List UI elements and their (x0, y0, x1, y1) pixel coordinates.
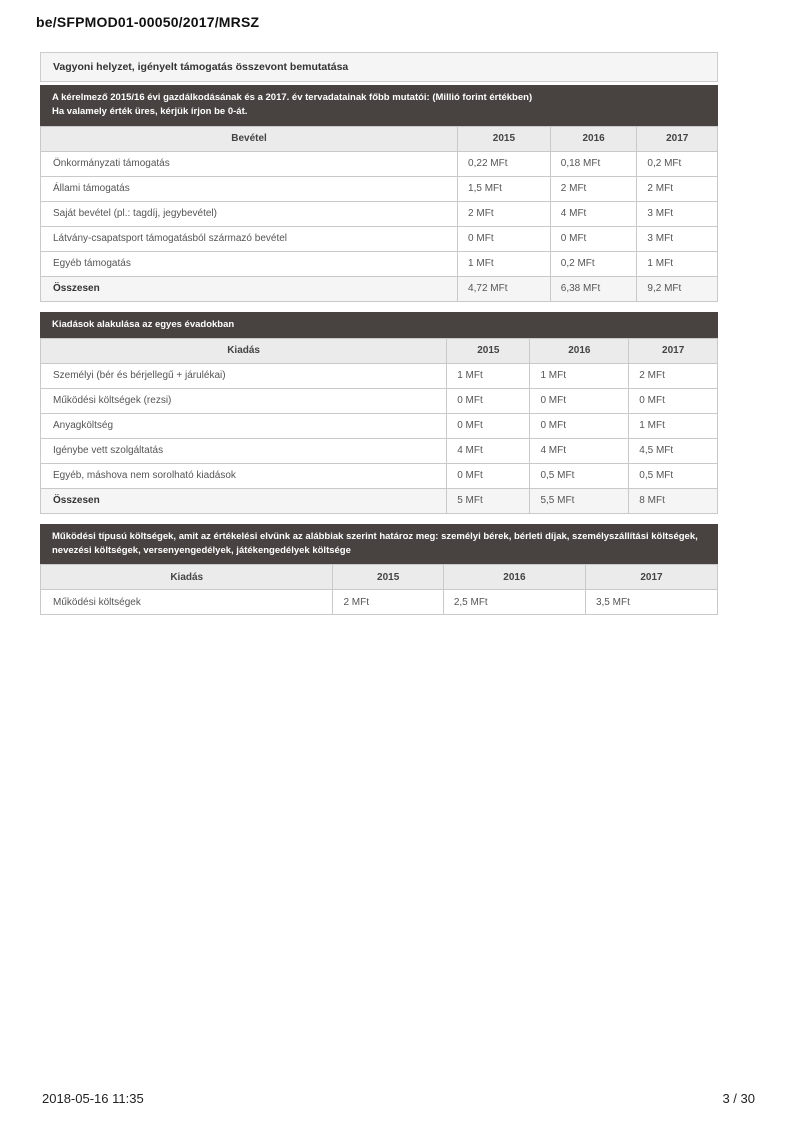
value-cell: 0 MFt (447, 388, 530, 413)
value-cell: 0 MFt (458, 226, 551, 251)
section-vagyoni-helyzet (40, 52, 718, 302)
row-label: Saját bevétel (pl.: tagdíj, jegybevétel) (41, 201, 458, 226)
value-cell: 0 MFt (530, 388, 629, 413)
column-header: 2015 (458, 126, 551, 151)
column-header: 2015 (447, 338, 530, 363)
table-row (41, 226, 718, 251)
value-cell: 0,2 MFt (637, 151, 718, 176)
value-cell: 4,72 MFt (458, 276, 551, 301)
table-row (41, 151, 718, 176)
section-kiadasok (40, 312, 718, 514)
section-dark-title-bar: Kiadások alakulása az egyes évadokban (40, 312, 718, 338)
table-body (41, 363, 718, 513)
column-header: 2017 (637, 126, 718, 151)
value-cell: 2 MFt (458, 201, 551, 226)
value-cell: 8 MFt (629, 488, 718, 513)
value-cell: 4 MFt (530, 438, 629, 463)
row-label: Igénybe vett szolgáltatás (41, 438, 447, 463)
document-code: be/SFPMOD01-00050/2017/MRSZ (36, 14, 260, 30)
value-cell: 0,22 MFt (458, 151, 551, 176)
header-row (41, 338, 718, 363)
table-row (41, 590, 718, 615)
value-cell: 3 MFt (637, 201, 718, 226)
value-cell: 0,5 MFt (629, 463, 718, 488)
mukodesi-koltseg-table (40, 564, 718, 615)
value-cell: 4 MFt (550, 201, 637, 226)
bevetel-table (40, 126, 718, 302)
table-row (41, 251, 718, 276)
table-header (41, 565, 718, 590)
row-label: Összesen (41, 488, 447, 513)
header-row (41, 565, 718, 590)
table-row (41, 201, 718, 226)
table-row (41, 413, 718, 438)
column-header: 2015 (333, 565, 443, 590)
value-cell: 0,18 MFt (550, 151, 637, 176)
table-body (41, 151, 718, 301)
row-label: Állami támogatás (41, 176, 458, 201)
value-cell: 1 MFt (447, 363, 530, 388)
row-label: Anyagköltség (41, 413, 447, 438)
total-row (41, 488, 718, 513)
value-cell: 0 MFt (447, 413, 530, 438)
value-cell: 2 MFt (333, 590, 443, 615)
row-label: Működési költségek (41, 590, 333, 615)
table-body (41, 590, 718, 615)
value-cell: 3,5 MFt (585, 590, 717, 615)
table-header (41, 126, 718, 151)
value-cell: 0,5 MFt (530, 463, 629, 488)
table-row (41, 176, 718, 201)
value-cell: 0 MFt (550, 226, 637, 251)
row-label: Működési költségek (rezsi) (41, 388, 447, 413)
footer-page-number: 3 / 30 (722, 1091, 755, 1106)
column-header: 2016 (550, 126, 637, 151)
value-cell: 3 MFt (637, 226, 718, 251)
value-cell: 0 MFt (447, 463, 530, 488)
value-cell: 9,2 MFt (637, 276, 718, 301)
value-cell: 6,38 MFt (550, 276, 637, 301)
column-header: 2016 (530, 338, 629, 363)
table-row (41, 463, 718, 488)
row-label: Személyi (bér és bérjellegű + járulékai) (41, 363, 447, 388)
page-content (40, 52, 718, 625)
table-row (41, 363, 718, 388)
value-cell: 0 MFt (629, 388, 718, 413)
page-footer (42, 1091, 755, 1106)
column-header: 2017 (629, 338, 718, 363)
value-cell: 1,5 MFt (458, 176, 551, 201)
value-cell: 4 MFt (447, 438, 530, 463)
section-title-bar: Vagyoni helyzet, igényelt támogatás összevont bemutatása (40, 52, 718, 82)
value-cell: 1 MFt (629, 413, 718, 438)
value-cell: 2 MFt (550, 176, 637, 201)
row-label: Összesen (41, 276, 458, 301)
row-label: Egyéb, máshova nem sorolható kiadások (41, 463, 447, 488)
kiadas-table (40, 338, 718, 514)
value-cell: 4,5 MFt (629, 438, 718, 463)
value-cell: 1 MFt (458, 251, 551, 276)
column-header: Bevétel (41, 126, 458, 151)
column-header: 2016 (443, 565, 585, 590)
value-cell: 1 MFt (530, 363, 629, 388)
value-cell: 2 MFt (637, 176, 718, 201)
header-row (41, 126, 718, 151)
table-row (41, 388, 718, 413)
row-label: Egyéb támogatás (41, 251, 458, 276)
row-label: Látvány-csapatsport támogatásból származó bevétel (41, 226, 458, 251)
column-header: 2017 (585, 565, 717, 590)
value-cell: 5,5 MFt (530, 488, 629, 513)
value-cell: 1 MFt (637, 251, 718, 276)
column-header: Kiadás (41, 338, 447, 363)
section-dark-title-bar: Működési típusú költségek, amit az értékelési elvünk az alábbiak szerint határoz meg: személyi bérek, bérleti díjak, személyszállítási költségek, nevezési költségek, versenyengedélyek, játékengedélyek költsége (40, 524, 718, 565)
value-cell: 2 MFt (629, 363, 718, 388)
table-row (41, 438, 718, 463)
section-mukodesi-koltsegek (40, 524, 718, 616)
table-header (41, 338, 718, 363)
table-note-bar (40, 85, 718, 126)
total-row (41, 276, 718, 301)
note-line-1: A kérelmező 2015/16 évi gazdálkodásának és a 2017. év tervadatainak főbb mutatói: (Millió forint értékben) (52, 92, 533, 103)
footer-timestamp: 2018-05-16 11:35 (42, 1091, 144, 1106)
value-cell: 0,2 MFt (550, 251, 637, 276)
value-cell: 2,5 MFt (443, 590, 585, 615)
value-cell: 5 MFt (447, 488, 530, 513)
value-cell: 0 MFt (530, 413, 629, 438)
row-label: Önkormányzati támogatás (41, 151, 458, 176)
column-header: Kiadás (41, 565, 333, 590)
note-line-2: Ha valamely érték üres, kérjük írjon be 0-át. (52, 106, 248, 118)
